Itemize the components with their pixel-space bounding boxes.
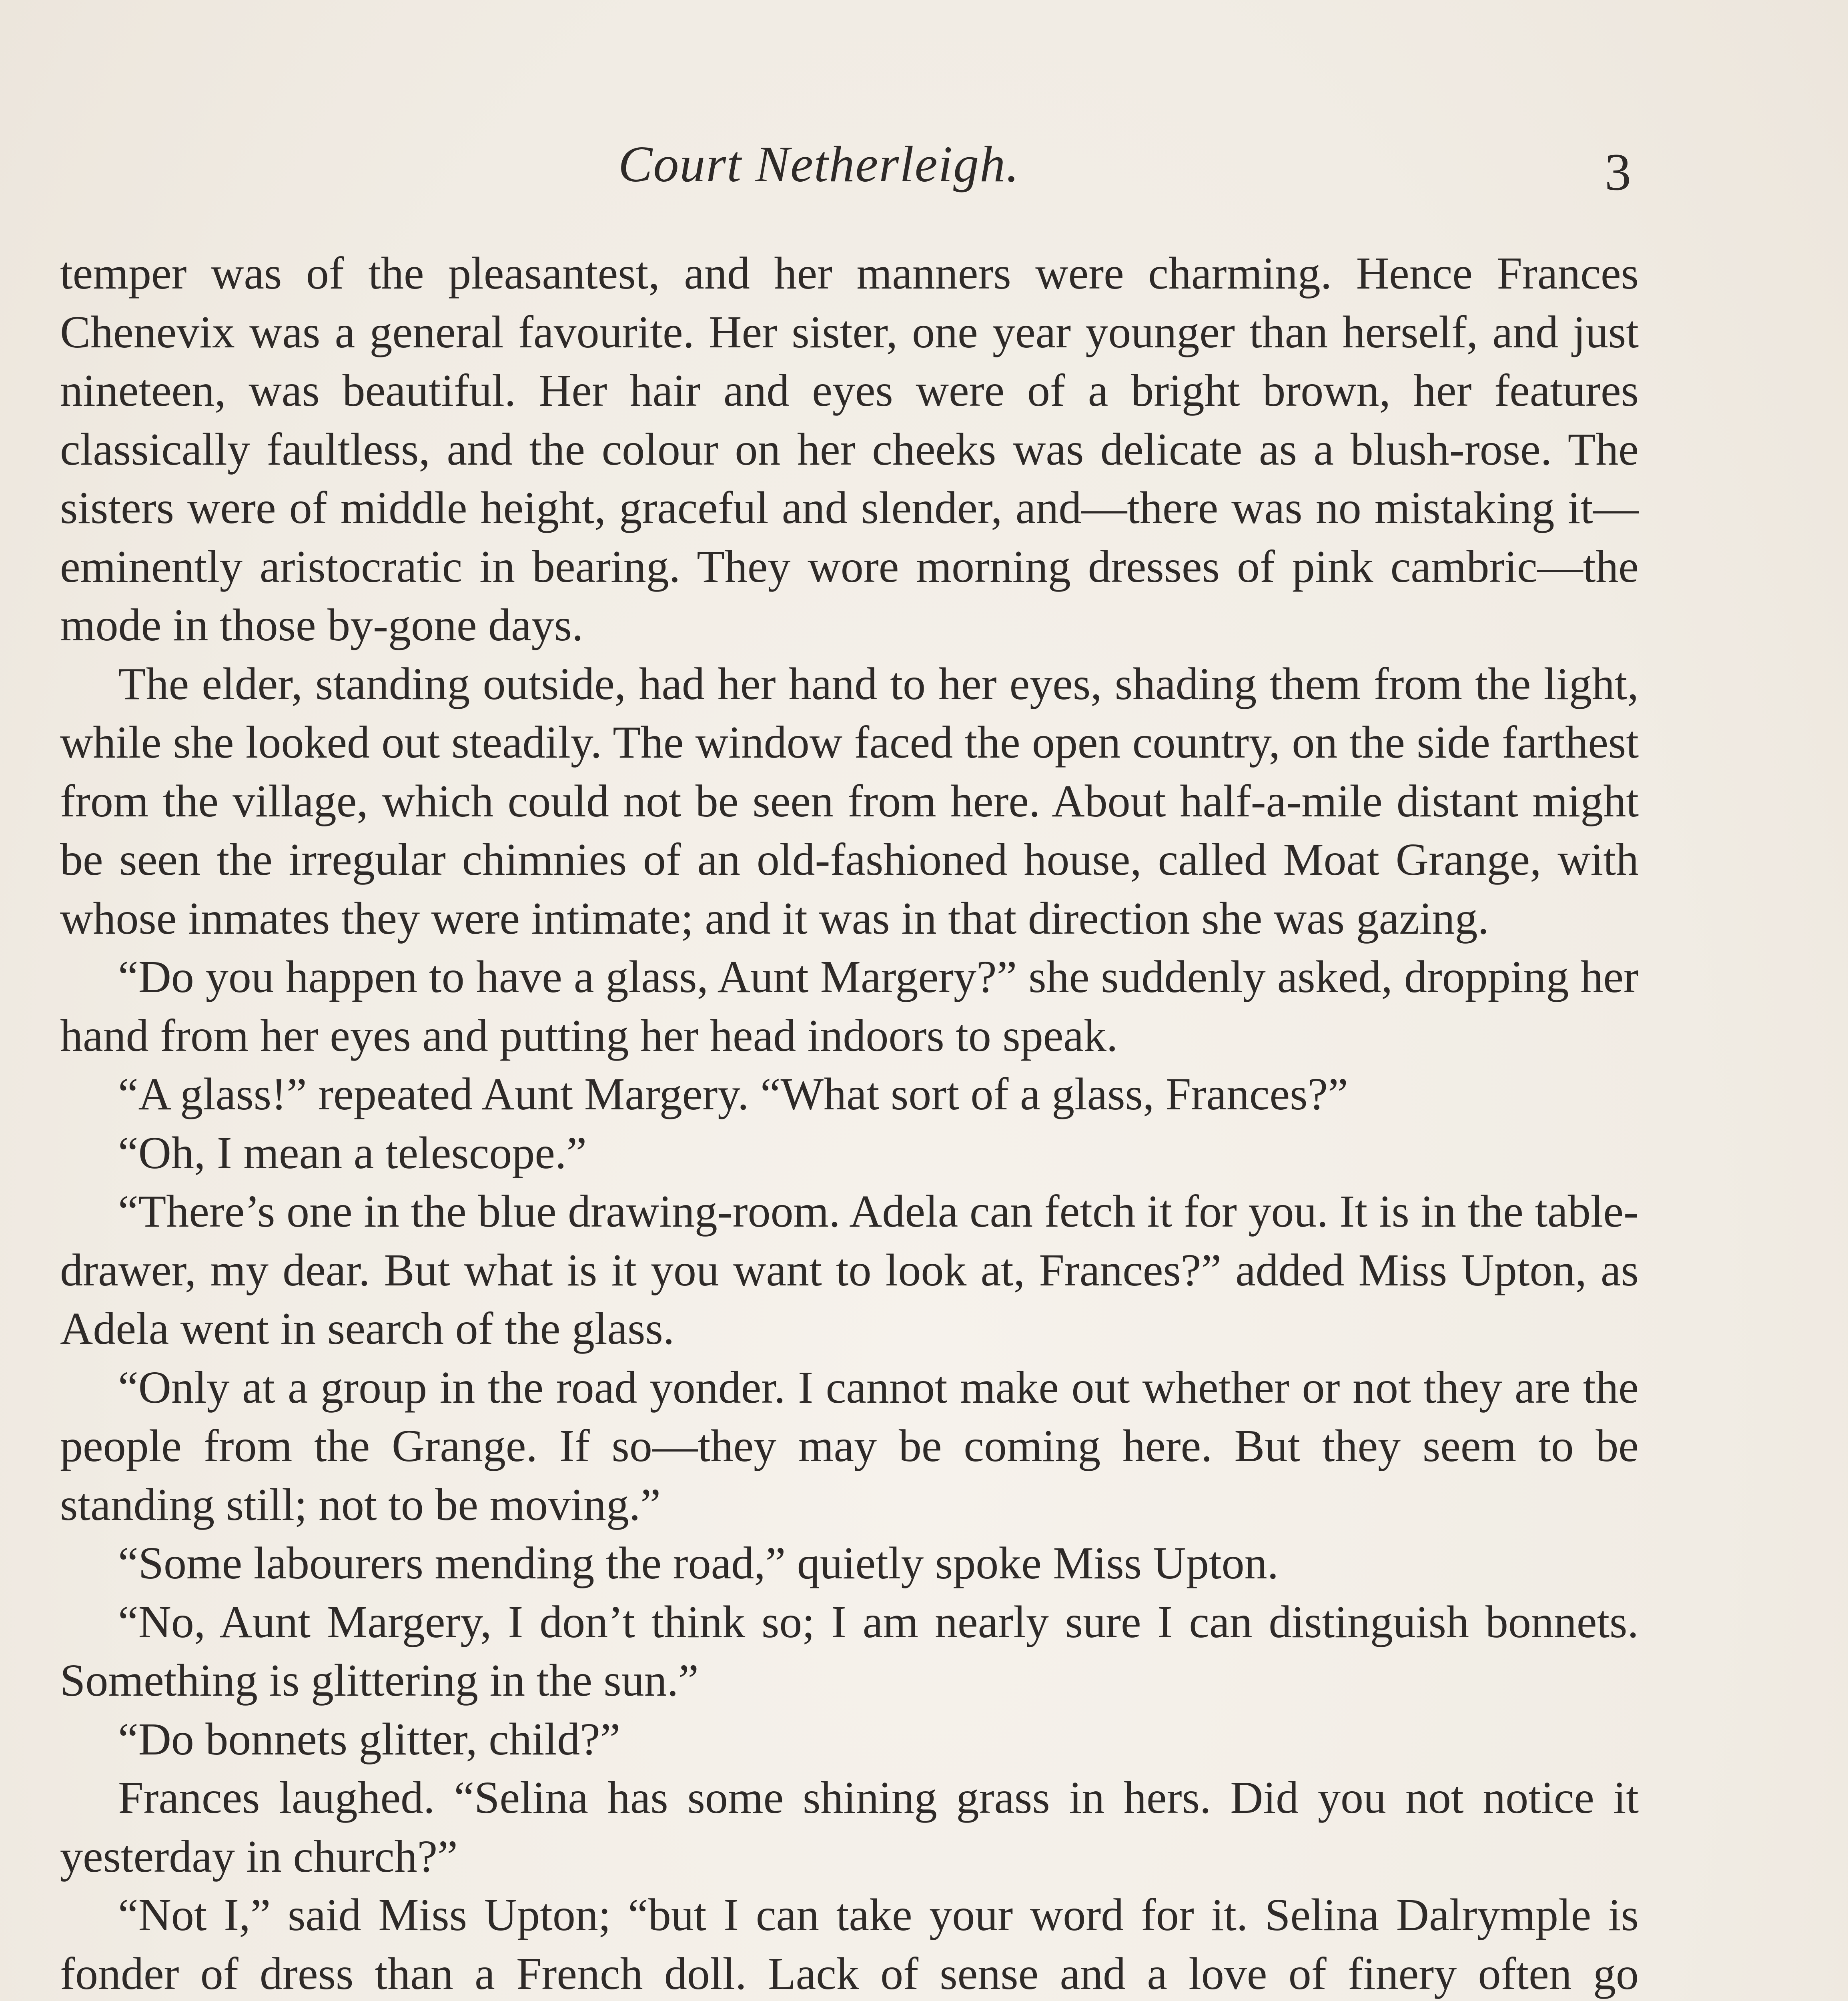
paragraph: “Do bonnets glitter, child?” [118, 1713, 621, 1764]
body-text [60, 244, 1639, 2001]
paragraph: The elder, standing outside, had her hand to her eyes, shading them from the light, while she looked out steadily. The window faced the open country, on the side farthest from the village, which could not be seen from here. About half-a-mile distant might be seen the irregular chimnies of an old-fashioned house, called Moat Grange, with whose inmates they were intimate; and it was in that direction she was gazing. [60, 658, 1639, 944]
paragraph: “There’s one in the blue drawing-room. Adela can fetch it for you. It is in the table-drawer, my dear. But what is it you want to look at, Frances?” added Miss Upton, as Adela went in search of the glass. [60, 1186, 1639, 1354]
paragraph: “Oh, I mean a telescope.” [118, 1127, 587, 1178]
paragraph: “Not I,” said Miss Upton; “but I can take your word for it. Selina Dalrymple is fonder of dress than a French doll. Lack of sense and a love of finery often go [60, 1889, 1639, 1999]
paragraph: temper was of the pleasantest, and her manners were charming. Hence Frances Chenevix was a general favourite. Her sister, one year younger than herself, and just nineteen, was beautiful. Her hair and eyes were of a bright brown, her features classically faultless, and the colour on her cheeks was delicate as a blush-rose. The sisters were of middle height, graceful and slender, and—there was no mistaking it—eminently aristocratic in bearing. They wore morning dresses of pink cambric—the mode in those by-gone days. [60, 248, 1639, 650]
running-head-title: Court Netherleigh. [618, 136, 1020, 192]
page-number: 3 [1605, 142, 1631, 201]
paragraph: “Some labourers mending the road,” quietly spoke Miss Upton. [118, 1538, 1279, 1588]
running-head [0, 132, 1848, 212]
paragraph: “Only at a group in the road yonder. I cannot make out whether or not they are the people from the Grange. If so—they may be coming here. But they seem to be standing still; not to be moving.” [60, 1361, 1639, 1530]
paragraph: Frances laughed. “Selina has some shining grass in hers. Did you not notice it yesterday in church?” [60, 1772, 1639, 1882]
paragraph: “Do you happen to have a glass, Aunt Margery?” she suddenly asked, dropping her hand from her eyes and putting her head indoors to speak. [60, 951, 1639, 1061]
paragraph: “A glass!” repeated Aunt Margery. “What sort of a glass, Frances?” [118, 1069, 1348, 1119]
paragraph: “No, Aunt Margery, I don’t think so; I am nearly sure I can distinguish bonnets. Something is glittering in the sun.” [60, 1596, 1639, 1706]
